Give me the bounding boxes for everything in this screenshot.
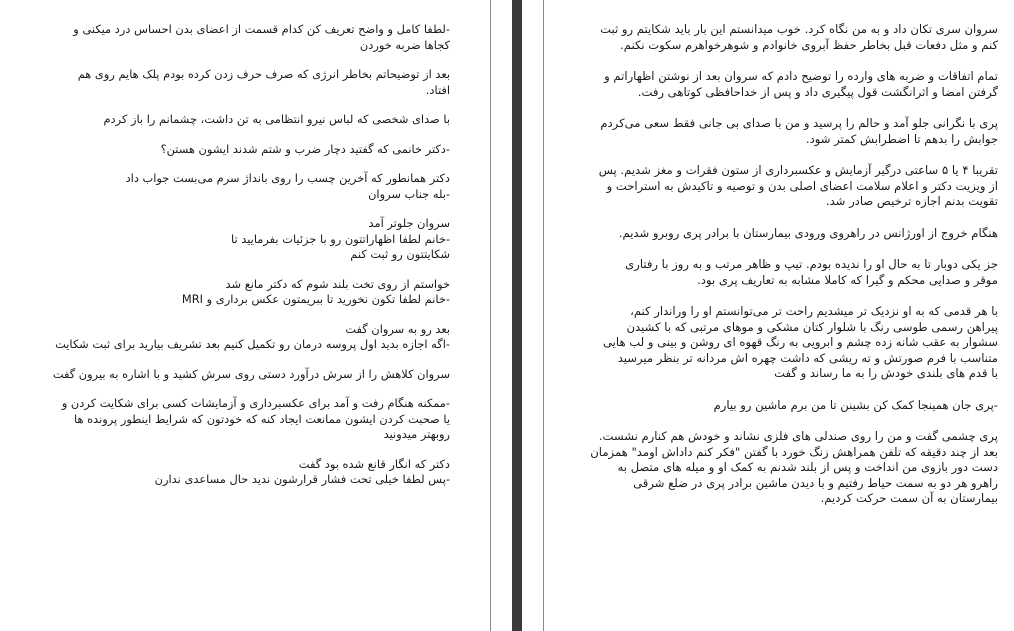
paragraph: با هر قدمی که به او نزدیک تر میشدیم راحت تر می‌توانستم او را وراندار کنم، پیراهن رسمی طوسی رنگ با شلوار کتان مشکی و موهای مرتبی که با کشیدن سشوار به عقب شانه زده چشم و ابرویی به رنگ قهوه ای روشن و بینی و لب هایی متناسب با فرم صورتش و ته ریشی که داشت چهره اش مردانه تر بنظر میرسید با قدم های بلندی خودش را به ما رساند و گفت <box>603 304 998 380</box>
paragraph: -لطفا کامل و واضح تعریف کن کدام قسمت از اعضای بدن احساس درد میکنی و کجاها ضربه خوردن <box>73 22 450 52</box>
paragraph: دکتر همانطور که آخرین چسب را روی بانداژ سرم می‌بست جواب داد -بله جناب سروان <box>125 171 450 201</box>
paragraph: -دکتر خانمی که گفتید دچار ضرب و شتم شدند ایشون هستن؟ <box>160 141 450 156</box>
paragraph: هنگام خروج از اورژانس در راهروی ورودی بیمارستان با برادر پری روبرو شدیم. <box>618 225 998 240</box>
paragraph: سروان جلوتر آمد -خانم لطفا اظهاراتتون رو با جزئیات بفرمایید تا شکایتتون رو ثبت کنم <box>230 216 450 261</box>
paragraph: جز یکی دوبار تا به حال او را ندیده بودم. تیپ و ظاهر مرتب و به روز با رفتاری موقر و صدایی محکم و گیرا که کاملا مشابه به تعاریف پری بود. <box>625 257 998 287</box>
paragraph: سروان سری تکان داد و به من نگاه کرد. خوب میدانستم این بار باید شکایتم رو ثبت کنم و مثل دفعات قبل بخاطر حفظ آبروی خانوادم و شوهرخواهرم سکوت نکنم. <box>600 22 998 52</box>
paragraph: خواستم از روی تخت بلند شوم که دکتر مانع شد -خانم لطفا تکون نخورید تا ببریمتون عکس برداری و MRI <box>181 276 450 306</box>
paragraph: -ممکنه هنگام رفت و آمد برای عکسبرداری و آزمایشات کسی برای شکایت کردن و یا صحبت کردن ایشون ممانعت ایجاد کنه که خودتون که شرایط اینطور پرونده ها روبهتر میدونید <box>61 396 450 441</box>
page-edge-left <box>490 0 491 631</box>
paragraph: بعد از توضیحاتم بخاطر انرژی که صرف حرف زدن کرده بودم پلک هایم روی هم افتاد. <box>77 67 450 97</box>
paragraph: دکتر که انگار قانع شده بود گفت -پس لطفا خیلی تحت فشار قرارشون ندید حال مساعدی ندارن <box>154 456 450 486</box>
paragraph: تقریبا ۴ یا ۵ ساعتی درگیر آزمایش و عکسبرداری از ستون فقرات و مغز شدیم. پس از ویزیت دکتر و اعلام سلامت اعضای اصلی بدن و توصیه و تاکیدش به استراحت و تقویت بدنم اجازه ترخیص صادر شد. <box>598 163 998 208</box>
paragraph: پری با نگرانی جلو آمد و حالم را پرسید و من با صدای بی جانی فقط سعی می‌کردم جوابش را بدهم تا اضطرابش کمتر شود. <box>600 116 998 146</box>
right-page <box>544 0 1014 631</box>
paragraph: پری چشمی گفت و من را روی صندلی های فلزی نشاند و خودش هم کنارم نشست. بعد از چند دقیقه که تلفن همراهش زنگ خورد با گفتن "فکر کنم داداش اومد" همزمان دست دور بازوی من انداخت و پس از بلند شدنم به کمک او و میله های متصل به راهرو هر دو به سمت حیاط رفتیم و با دیدن ماشین برادر پری در ضلع شرقی بیمارستان به آن سمت حرکت کردیم. <box>590 429 998 505</box>
paragraph: -پری جان همینجا کمک کن بشینن تا من برم ماشین رو بیارم <box>713 397 998 412</box>
left-page <box>0 0 490 631</box>
paragraph: با صدای شخصی که لباس نیرو انتظامی به تن داشت، چشمانم را باز کردم <box>103 112 450 126</box>
paragraph: بعد رو به سروان گفت -اگه اجازه بدید اول پروسه درمان رو تکمیل کنیم بعد تشریف بیارید برای ثبت شکایت <box>55 321 450 351</box>
paragraph: سروان کلاهش را از سرش درآورد دستی روی سرش کشید و با اشاره به بیرون گفت <box>52 366 450 381</box>
book-spine <box>512 0 522 631</box>
paragraph: تمام اتفاقات و ضربه های وارده را توضیح دادم که سروان بعد از نوشتن اظهاراتم و گرفتن امضا و اثرانگشت قول پیگیری داد و پس از خداحافظی کوتاهی رفت. <box>604 69 998 99</box>
